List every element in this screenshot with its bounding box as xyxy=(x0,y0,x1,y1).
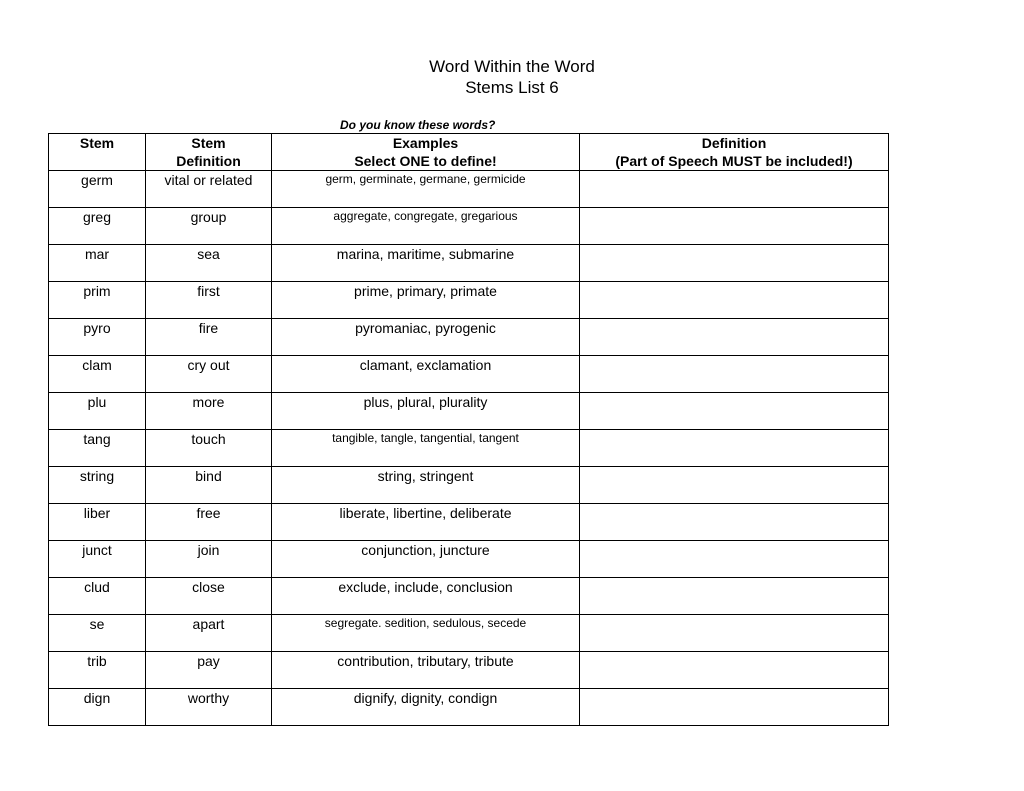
table-row xyxy=(49,467,889,504)
stem-cell: liber xyxy=(49,504,146,541)
definition-answer-cell[interactable] xyxy=(580,652,889,689)
stem-cell: mar xyxy=(49,245,146,282)
stem-definition-cell: fire xyxy=(146,319,272,356)
stem-definition-cell: sea xyxy=(146,245,272,282)
stem-cell: prim xyxy=(49,282,146,319)
stem-definition-cell: cry out xyxy=(146,356,272,393)
stems-table xyxy=(48,133,889,726)
column-header-stem xyxy=(49,134,146,171)
table-row xyxy=(49,541,889,578)
examples-cell: marina, maritime, submarine xyxy=(272,245,580,282)
table-row xyxy=(49,504,889,541)
table-row xyxy=(49,356,889,393)
stem-definition-cell: free xyxy=(146,504,272,541)
stem-cell: plu xyxy=(49,393,146,430)
column-header-line: Stem xyxy=(191,135,226,151)
table-header-row xyxy=(49,134,889,171)
stem-cell: tang xyxy=(49,430,146,467)
stem-cell: pyro xyxy=(49,319,146,356)
stem-definition-cell: vital or related xyxy=(146,171,272,208)
stem-cell: trib xyxy=(49,652,146,689)
table-row xyxy=(49,689,889,726)
table-row xyxy=(49,319,889,356)
table-row xyxy=(49,578,889,615)
examples-cell: contribution, tributary, tribute xyxy=(272,652,580,689)
stem-cell: clam xyxy=(49,356,146,393)
definition-answer-cell[interactable] xyxy=(580,467,889,504)
examples-cell: pyromaniac, pyrogenic xyxy=(272,319,580,356)
stem-definition-cell: join xyxy=(146,541,272,578)
examples-cell: exclude, include, conclusion xyxy=(272,578,580,615)
table-row xyxy=(49,615,889,652)
stem-cell: dign xyxy=(49,689,146,726)
column-header-line: Definition xyxy=(176,153,241,169)
definition-answer-cell[interactable] xyxy=(580,245,889,282)
stem-definition-cell: bind xyxy=(146,467,272,504)
stem-cell: junct xyxy=(49,541,146,578)
definition-answer-cell[interactable] xyxy=(580,319,889,356)
examples-cell: prime, primary, primate xyxy=(272,282,580,319)
definition-answer-cell[interactable] xyxy=(580,615,889,652)
examples-cell: dignify, dignity, condign xyxy=(272,689,580,726)
table-row xyxy=(49,652,889,689)
examples-cell: liberate, libertine, deliberate xyxy=(272,504,580,541)
table-row xyxy=(49,208,889,245)
examples-cell: tangible, tangle, tangential, tangent xyxy=(272,430,580,467)
column-header-definition xyxy=(580,134,889,171)
stem-definition-cell: first xyxy=(146,282,272,319)
definition-answer-cell[interactable] xyxy=(580,689,889,726)
column-header-line: Stem xyxy=(79,135,115,151)
table-row xyxy=(49,171,889,208)
stem-cell: se xyxy=(49,615,146,652)
stem-cell: clud xyxy=(49,578,146,615)
page-title: Word Within the Word xyxy=(429,57,595,76)
examples-cell: conjunction, juncture xyxy=(272,541,580,578)
stem-definition-cell: worthy xyxy=(146,689,272,726)
definition-answer-cell[interactable] xyxy=(580,578,889,615)
page-subtitle: Stems List 6 xyxy=(465,78,559,97)
stem-definition-cell: touch xyxy=(146,430,272,467)
definition-answer-cell[interactable] xyxy=(580,171,889,208)
table-row xyxy=(49,393,889,430)
prompt-text: Do you know these words? xyxy=(340,118,496,132)
stem-definition-cell: apart xyxy=(146,615,272,652)
stem-cell: string xyxy=(49,467,146,504)
definition-answer-cell[interactable] xyxy=(580,541,889,578)
definition-answer-cell[interactable] xyxy=(580,430,889,467)
stem-definition-cell: group xyxy=(146,208,272,245)
examples-cell: clamant, exclamation xyxy=(272,356,580,393)
definition-answer-cell[interactable] xyxy=(580,504,889,541)
definition-answer-cell[interactable] xyxy=(580,393,889,430)
definition-answer-cell[interactable] xyxy=(580,356,889,393)
table-row xyxy=(49,430,889,467)
examples-cell: segregate. sedition, sedulous, secede xyxy=(272,615,580,652)
table-row xyxy=(49,245,889,282)
column-header-line: Definition xyxy=(701,135,767,151)
definition-answer-cell[interactable] xyxy=(580,208,889,245)
definition-answer-cell[interactable] xyxy=(580,282,889,319)
stem-cell: greg xyxy=(49,208,146,245)
column-header-examples xyxy=(272,134,580,171)
stem-definition-cell: close xyxy=(146,578,272,615)
stem-definition-cell: more xyxy=(146,393,272,430)
examples-cell: aggregate, congregate, gregarious xyxy=(272,208,580,245)
stem-definition-cell: pay xyxy=(146,652,272,689)
column-header-stem-definition xyxy=(146,134,272,171)
column-header-line: (Part of Speech MUST be included!) xyxy=(615,153,853,169)
examples-cell: string, stringent xyxy=(272,467,580,504)
column-header-line: Select ONE to define! xyxy=(354,153,497,169)
examples-cell: germ, germinate, germane, germicide xyxy=(272,171,580,208)
table-row xyxy=(49,282,889,319)
stem-cell: germ xyxy=(49,171,146,208)
column-header-line: Examples xyxy=(392,135,459,151)
examples-cell: plus, plural, plurality xyxy=(272,393,580,430)
